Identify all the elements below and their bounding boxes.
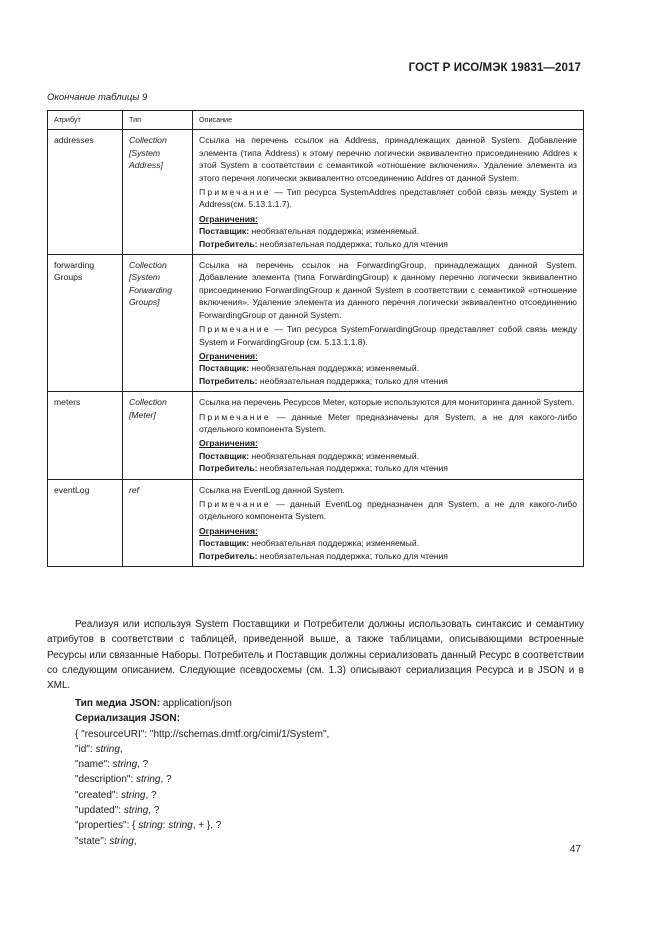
consumer-label: Потребитель: — [199, 463, 258, 474]
restrictions-title: Ограничения: — [199, 525, 258, 536]
code-tail: , ? — [148, 805, 160, 817]
media-type-value: application/json — [160, 698, 232, 709]
provider-text: необязательная поддержка; изменяемый. — [249, 538, 420, 549]
table-header-row — [48, 111, 584, 130]
consumer-label: Потребитель: — [199, 238, 258, 249]
code-line-updated — [75, 803, 329, 818]
code-type: string — [136, 774, 161, 786]
body-text — [47, 617, 584, 693]
consumer-line — [199, 550, 577, 562]
code-tail: , + }, ? — [192, 820, 222, 832]
description-text: Ссылка на EventLog данной System. — [199, 484, 345, 495]
type-cell: Collection [Meter] — [123, 392, 193, 479]
code-tail: , ? — [145, 789, 157, 801]
type-cell: Collection [System Address] — [123, 130, 193, 255]
provider-line — [199, 362, 577, 374]
table-caption: Окончание таблицы 9 — [47, 92, 148, 103]
provider-label: Поставщик: — [199, 450, 250, 461]
code-separator: : — [162, 820, 169, 832]
restrictions-title: Ограничения: — [199, 350, 258, 361]
provider-label: Поставщик: — [199, 226, 250, 237]
provider-line — [199, 450, 577, 462]
code-type: string — [95, 743, 120, 755]
code-line-description — [75, 772, 329, 787]
note-text: — Тип ресурса SystemForwardingGroup представляет собой связь между System и ForwardingGroup (см. 5.13.1.1.8). — [199, 324, 577, 347]
serialization-label: Сериализация JSON: — [75, 713, 180, 725]
code-type: string — [138, 820, 163, 832]
header-description: Описание — [193, 111, 584, 130]
consumer-text: необязательная поддержка; только для чтения — [257, 550, 448, 561]
body-paragraph: Реализуя или используя System Поставщики и Потребители должны использовать синтаксис и семантику атрибутов в соответствии с таблицей, приведенной выше, а также таблицами, описывающими встроенные Ресурсы или связанные Наборы. Потребитель и Поставщик должны сериализовать данный Ресурс в соответствии со следующим описанием. Следующие псевдосхемы (см. 1.3) описывают сериализация Ресурса и в JSON и в XML. — [47, 619, 584, 692]
table-row — [48, 479, 584, 566]
note-label: Примечание — [199, 187, 271, 198]
code-type: string — [168, 820, 193, 832]
description-text: Ссылка на перечень Ресурсов Meter, которые используются для мониторинга данной System. — [199, 397, 575, 408]
consumer-text: необязательная поддержка; только для чтения — [257, 238, 448, 249]
note-text: — данный EventLog предназначен для System, а не для какого-либо отдельного компонента System. — [199, 498, 577, 522]
code-type: string — [109, 835, 134, 847]
page-number: 47 — [569, 844, 581, 855]
provider-line — [199, 537, 577, 549]
media-type-line — [75, 696, 329, 711]
code-line-name — [75, 757, 329, 772]
note — [199, 498, 577, 523]
code-key: "state": — [75, 835, 110, 847]
restrictions-title: Ограничения: — [199, 213, 258, 224]
note-text: — данные Meter предназначены для System, а не для какого-либо отдельного компонента System. — [199, 411, 577, 434]
note — [199, 411, 577, 436]
table-row — [48, 255, 584, 392]
attribute-cell: addresses — [48, 130, 123, 255]
provider-text: необязательная поддержка; изменяемый. — [249, 226, 420, 237]
table-row — [48, 130, 584, 255]
table-row — [48, 392, 584, 479]
note-text: — Тип ресурса SystemAddres представляет собой связь между System и Address(см. 5.13.1.1.7). — [199, 187, 577, 210]
code-line-state — [75, 834, 329, 849]
code-line-created — [75, 788, 329, 803]
code-key: "description": — [75, 774, 137, 786]
attribute-cell: forwarding Groups — [48, 255, 123, 392]
description-cell — [193, 392, 584, 479]
provider-line — [199, 225, 577, 237]
code-key: "name": — [75, 759, 113, 771]
note — [199, 323, 577, 348]
type-cell: Collection [System Forwarding Groups] — [123, 255, 193, 392]
code-tail: , ? — [137, 759, 149, 771]
provider-label: Поставщик: — [199, 363, 250, 374]
provider-text: необязательная поддержка; изменяемый. — [249, 450, 420, 461]
note — [199, 186, 577, 211]
description-text: Ссылка на перечень ссылок на Address, принадлежащих данной System. Добавление элемента (типа Address) к этому перечню логически эквивалентно присоединению Addres к этой System в соответствии с семантикой «отношение включения». Удаление элемента из этого перечня логически эквивалентно отсоединению Addres от данной System. — [199, 135, 577, 183]
code-tail: , — [133, 835, 137, 847]
provider-text: необязательная поддержка; изменяемый. — [249, 363, 420, 374]
code-key: "updated": — [75, 805, 124, 817]
code-line-resource-uri: { "resourceURI": "http://schemas.dmtf.org/cimi/1/System", — [75, 728, 330, 740]
media-type-label: Тип медиа JSON: — [75, 698, 161, 709]
code-key: "created": — [75, 789, 122, 801]
note-label: Примечание — [199, 324, 271, 335]
attribute-cell: eventLog — [48, 479, 123, 566]
code-key: "id": — [75, 743, 96, 755]
description-cell — [193, 479, 584, 566]
consumer-label: Потребитель: — [199, 550, 258, 561]
json-serialization-block — [75, 696, 329, 849]
description-cell — [193, 130, 584, 255]
consumer-label: Потребитель: — [199, 375, 258, 386]
code-tail: , — [119, 743, 123, 755]
attributes-table — [47, 110, 584, 567]
consumer-line — [199, 375, 577, 387]
code-type: string — [121, 789, 146, 801]
note-label: Примечание — [199, 411, 271, 422]
note-label: Примечание — [199, 498, 271, 509]
code-key: "properties": { — [75, 820, 139, 832]
provider-label: Поставщик: — [199, 538, 250, 549]
code-line-id — [75, 742, 329, 757]
consumer-line — [199, 462, 577, 474]
consumer-text: необязательная поддержка; только для чтения — [257, 463, 448, 474]
description-cell — [193, 255, 584, 392]
consumer-line — [199, 238, 577, 250]
type-cell: ref — [123, 479, 193, 566]
code-type: string — [112, 759, 138, 771]
document-header: ГОСТ Р ИСО/МЭК 19831—2017 — [408, 62, 581, 74]
restrictions-title: Ограничения: — [199, 438, 258, 449]
attribute-cell: meters — [48, 392, 123, 479]
code-tail: , ? — [160, 774, 172, 786]
code-type: string — [123, 805, 149, 817]
code-line-properties — [75, 818, 329, 833]
consumer-text: необязательная поддержка; только для чтения — [257, 375, 448, 386]
header-type: Тип — [123, 111, 193, 130]
header-attribute: Атрибут — [48, 111, 123, 130]
description-text: Ссылка на перечень ссылок на ForwardingGroup, принадлежащих данной System. Добавление элемента (типа ForwardingGroup) к данному перечню логически эквивалентно присоединению ForwardingGroup к данной System в соответствии с семантикой «отношение включения». Удаление элемента из данного перечня логически эквивалентно отсоединению ForwardingGroup от данной System. — [199, 260, 577, 320]
